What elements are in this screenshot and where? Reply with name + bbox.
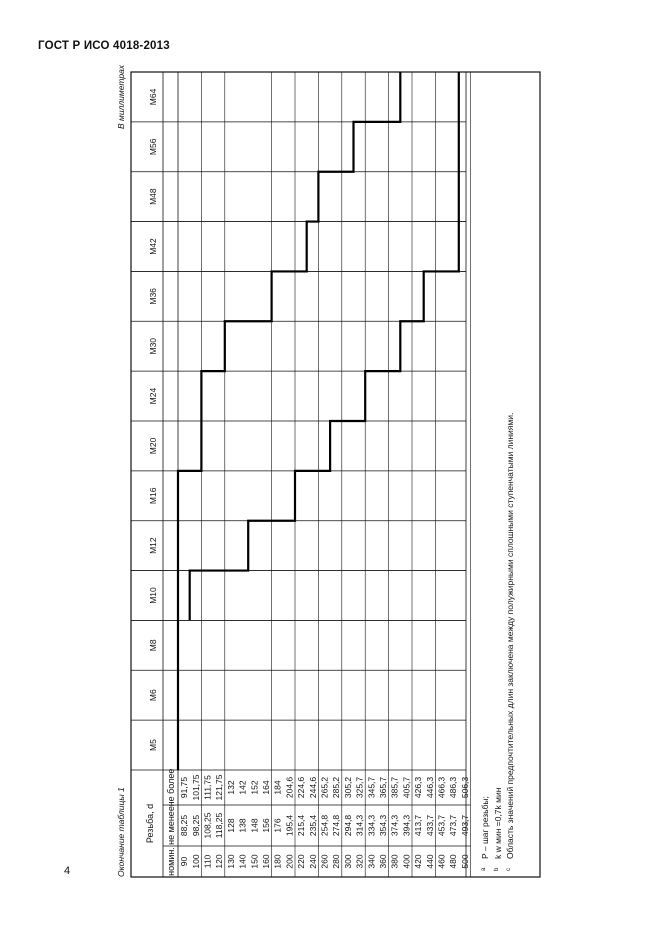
cell-min: 128	[225, 818, 236, 833]
thread-label-m42: M42	[148, 238, 158, 255]
cell-nominal: 480	[448, 854, 459, 869]
rotated-table-block	[116, 57, 546, 877]
cell-min: 254,8	[319, 814, 330, 837]
footnote-a	[480, 71, 493, 871]
page-number: 4	[64, 865, 71, 877]
thread-label-m24: M24	[148, 387, 158, 405]
cell-max: 486,3	[448, 776, 459, 799]
cell-nominal: 120	[214, 854, 225, 869]
cell-min: 98,25	[190, 814, 201, 837]
cell-nominal: 240	[307, 854, 318, 869]
footnotes	[480, 71, 518, 871]
cell-max: 506,3	[459, 776, 470, 799]
cell-min: 215,4	[296, 814, 307, 837]
col-header-min: не менее	[166, 806, 176, 845]
thread-label-m48: M48	[148, 188, 158, 205]
cell-max: 91,75	[179, 776, 190, 799]
cell-nominal: 360	[378, 854, 388, 869]
footnote-a-text: P – шаг резьбы;	[480, 796, 490, 859]
footnote-c-mark: c	[506, 868, 512, 871]
cell-max: 265,2	[319, 776, 330, 799]
cell-min: 294,8	[342, 814, 353, 837]
cell-nominal: 260	[319, 854, 330, 869]
cell-nominal: 300	[342, 854, 353, 869]
cell-nominal: 130	[225, 854, 236, 869]
cell-max: 152	[249, 780, 260, 795]
thread-label-m64: M64	[148, 88, 158, 106]
cell-nominal: 320	[354, 854, 365, 869]
cell-max: 426,3	[413, 776, 424, 799]
cell-min: 453,7	[436, 814, 447, 837]
cell-max: 164	[261, 780, 271, 795]
cell-min: 118,25	[214, 812, 225, 839]
cell-min: 354,3	[378, 814, 388, 837]
footnote-b	[493, 71, 506, 871]
thread-label-m30: M30	[148, 337, 158, 355]
thread-label-m20: M20	[148, 437, 158, 455]
cell-min: 195,4	[284, 814, 295, 837]
cell-max: 132	[225, 780, 236, 795]
footnote-c-text: Область значений предпочтительных длин заключена между полужирными сплошными ступенчатыми линиями.	[505, 412, 515, 859]
footnote-b-mark: b	[493, 867, 500, 871]
cell-min: 473,7	[448, 814, 459, 837]
cell-max: 305,2	[342, 776, 353, 799]
cell-min: 156	[261, 818, 271, 833]
cell-max: 325,7	[354, 776, 365, 799]
cell-nominal: 220	[296, 854, 307, 869]
stepped-line-upper	[190, 72, 459, 620]
thread-header-label: Резьба, d	[145, 803, 155, 844]
table-frame	[131, 72, 540, 877]
cell-min: 433,7	[424, 814, 435, 837]
cell-min: 374,3	[389, 814, 400, 837]
col-header-nomin: номин.	[166, 847, 176, 876]
cell-nominal: 400	[401, 854, 412, 869]
cell-max: 405,7	[401, 776, 412, 799]
cell-nominal: 110	[202, 854, 213, 869]
cell-nominal: 160	[261, 854, 271, 869]
footnote-b-text: k w мин =0,7k мин	[492, 787, 503, 859]
table-caption: Окончание таблицы 1	[116, 787, 126, 877]
thread-label-m16: M16	[148, 487, 158, 505]
cell-nominal: 180	[272, 854, 283, 869]
footnote-c	[505, 71, 518, 871]
cell-min: 88,25	[179, 814, 190, 837]
cell-max: 244,6	[307, 776, 318, 799]
document-header: ГОСТ Р ИСО 4018-2013	[38, 40, 170, 52]
cell-nominal: 200	[284, 854, 295, 869]
cell-nominal: 380	[389, 854, 400, 869]
cell-max: 184	[272, 780, 283, 795]
cell-max: 466,3	[436, 776, 447, 799]
footnote-a-mark: a	[481, 867, 487, 871]
cell-nominal: 500	[459, 854, 470, 869]
cell-max: 224,6	[296, 776, 307, 799]
cell-max: 345,7	[366, 776, 377, 799]
units-note: В миллиметрах	[116, 64, 126, 129]
thread-label-m10: M10	[148, 587, 158, 604]
col-header-max: не более	[166, 768, 176, 807]
cell-max: 101,75	[190, 774, 201, 801]
cell-max: 142	[237, 780, 248, 795]
cell-max: 111,75	[202, 775, 213, 800]
cell-min: 314,3	[354, 814, 365, 837]
thread-label-m5: M5	[148, 739, 158, 751]
thread-label-m12: M12	[148, 537, 158, 554]
cell-min: 274,8	[331, 814, 342, 837]
cell-nominal: 140	[237, 854, 248, 869]
cell-nominal: 90	[179, 856, 190, 867]
thread-label-m56: M56	[148, 138, 158, 156]
cell-nominal: 150	[249, 854, 260, 869]
cell-nominal: 100	[190, 854, 201, 869]
thread-label-m36: M36	[148, 288, 158, 305]
cell-min: 108,25	[202, 812, 213, 839]
thread-label-m8: M8	[148, 639, 158, 652]
cell-min: 148	[249, 818, 260, 833]
cell-min: 138	[237, 818, 248, 833]
cell-min: 235,4	[307, 814, 318, 837]
cell-max: 385,7	[389, 776, 400, 799]
cell-max: 365,7	[378, 776, 388, 799]
cell-max: 446,3	[424, 776, 435, 799]
cell-nominal: 420	[413, 854, 424, 869]
cell-nominal: 340	[366, 854, 377, 869]
cell-nominal: 460	[436, 854, 447, 869]
cell-min: 394,3	[401, 814, 412, 837]
cell-min: 413,7	[413, 814, 424, 837]
cell-max: 204,6	[284, 776, 295, 799]
cell-min: 334,3	[366, 814, 377, 837]
cell-nominal: 440	[424, 854, 435, 869]
cell-max: 121,75	[214, 774, 225, 801]
cell-max: 285,2	[331, 776, 342, 799]
cell-min: 493,7	[459, 814, 470, 837]
cell-min: 176	[272, 818, 283, 833]
cell-nominal: 280	[331, 854, 342, 869]
thread-label-m6: M6	[148, 689, 158, 702]
